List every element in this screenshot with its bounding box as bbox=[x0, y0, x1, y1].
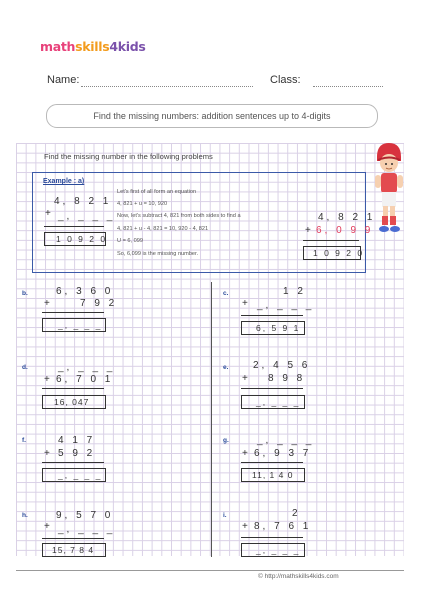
example-right-plus: + bbox=[305, 225, 314, 236]
problem-second-number: 8, 7 6 1 bbox=[254, 521, 312, 532]
problem-answer: 15, 7 8 4 bbox=[52, 545, 95, 555]
class-field[interactable] bbox=[313, 86, 383, 87]
problem-label: e. bbox=[223, 364, 229, 371]
problem-label: g. bbox=[223, 437, 229, 444]
problem-label: f. bbox=[22, 437, 26, 444]
problem-plus: + bbox=[242, 448, 251, 459]
problem-plus: + bbox=[242, 373, 251, 384]
problem-top-number: _, _ _ _ bbox=[257, 435, 315, 446]
example-explanation-line: 4, 821 + u = 10, 920 bbox=[117, 201, 168, 207]
problem-plus: + bbox=[44, 374, 53, 385]
example-left-plus: + bbox=[45, 208, 54, 219]
problem-plus: + bbox=[242, 298, 251, 309]
name-label: Name: bbox=[47, 74, 80, 86]
problem-label: c. bbox=[223, 290, 229, 297]
problem-top-number: _, _ _ _ bbox=[58, 362, 116, 373]
problem-top-number: 6, 3 6 0 bbox=[56, 286, 114, 297]
worksheet-title: Find the missing numbers: addition sentences up to 4-digits bbox=[46, 104, 378, 128]
problem-second-number: 6, 9 3 7 bbox=[254, 448, 312, 459]
footer-credit[interactable]: © http://mathskills4kids.com bbox=[258, 573, 339, 580]
problem-sum-line bbox=[42, 538, 104, 539]
problem-sum-line bbox=[241, 388, 303, 389]
problem-second-number: _, _ _ _ bbox=[257, 300, 315, 311]
problem-answer: 11, 1 4 0 bbox=[252, 470, 294, 480]
class-label: Class: bbox=[270, 74, 301, 86]
problem-plus: + bbox=[44, 448, 53, 459]
footer-divider bbox=[16, 570, 404, 571]
example-right-top-number: 4, 8 2 1 bbox=[318, 212, 376, 223]
problem-top-number: 2 bbox=[292, 508, 301, 519]
instruction-text: Find the missing number in the following problems bbox=[44, 152, 213, 161]
problem-sum-line bbox=[42, 388, 104, 389]
problem-plus: + bbox=[44, 298, 53, 309]
problem-second-number: 8 9 8 bbox=[268, 373, 306, 384]
example-right-sum-line bbox=[303, 240, 359, 241]
example-explanation-line: 4, 821 + u - 4, 821 = 10, 920 - 4, 821 bbox=[117, 226, 209, 232]
problem-answer: 6, 5 9 1 bbox=[256, 323, 301, 333]
problem-sum-line bbox=[241, 462, 303, 463]
problem-plus: + bbox=[44, 521, 53, 532]
problem-label: b. bbox=[22, 290, 28, 297]
example-left-blank: _, _ _ _ bbox=[58, 211, 116, 222]
name-field[interactable] bbox=[81, 86, 253, 87]
site-logo: mathskills4kids bbox=[40, 39, 146, 54]
problem-answer: _, _ _ _ bbox=[256, 545, 301, 555]
column-divider bbox=[211, 282, 212, 557]
example-left-sum-line bbox=[44, 226, 104, 227]
problem-sum-line bbox=[42, 312, 104, 313]
girl-illustration-icon bbox=[368, 138, 408, 238]
problem-plus: + bbox=[242, 521, 251, 532]
example-left-answer: 1 0 9 2 0 bbox=[56, 234, 108, 244]
example-right-filled-number: 6, 0 9 9 bbox=[316, 225, 374, 236]
example-right-answer: 1 0 9 2 0 bbox=[313, 248, 365, 258]
problem-top-number: 4 1 7 bbox=[58, 435, 96, 446]
problem-answer: _, _ _ _ bbox=[256, 397, 301, 407]
problem-label: i. bbox=[223, 512, 227, 519]
problem-answer: _, _ _ _ bbox=[58, 470, 103, 480]
problem-second-number: 6, 7 0 1 bbox=[56, 374, 114, 385]
problem-second-number: _, _ _ _ bbox=[58, 524, 116, 535]
example-explanation-line: U = 6, 099 bbox=[117, 238, 143, 244]
problem-answer: _, _ _ _ bbox=[58, 320, 103, 330]
example-label: Example : a) bbox=[43, 178, 85, 185]
example-explanation-line: Now, let's subtract 4, 821 from both sides to find a bbox=[117, 213, 241, 219]
problem-sum-line bbox=[42, 462, 104, 463]
problem-answer: 16, 047 bbox=[54, 397, 90, 407]
problem-label: d. bbox=[22, 364, 28, 371]
problem-top-number: 2, 4 5 6 bbox=[253, 360, 311, 371]
problem-sum-line bbox=[241, 315, 303, 316]
problem-top-number: 9, 5 7 0 bbox=[56, 510, 114, 521]
example-left-top-number: 4, 8 2 1 bbox=[54, 196, 112, 207]
problem-second-number: 7 9 2 bbox=[80, 298, 118, 309]
example-explanation-line: So, 6,099 is the missing number. bbox=[117, 251, 199, 257]
problem-second-number: 5 9 2 bbox=[58, 448, 96, 459]
problem-top-number: 1 2 bbox=[283, 286, 306, 297]
example-explanation-line: Let's first of all form an equation bbox=[117, 189, 197, 195]
problem-label: h. bbox=[22, 512, 28, 519]
problem-sum-line bbox=[241, 537, 303, 538]
